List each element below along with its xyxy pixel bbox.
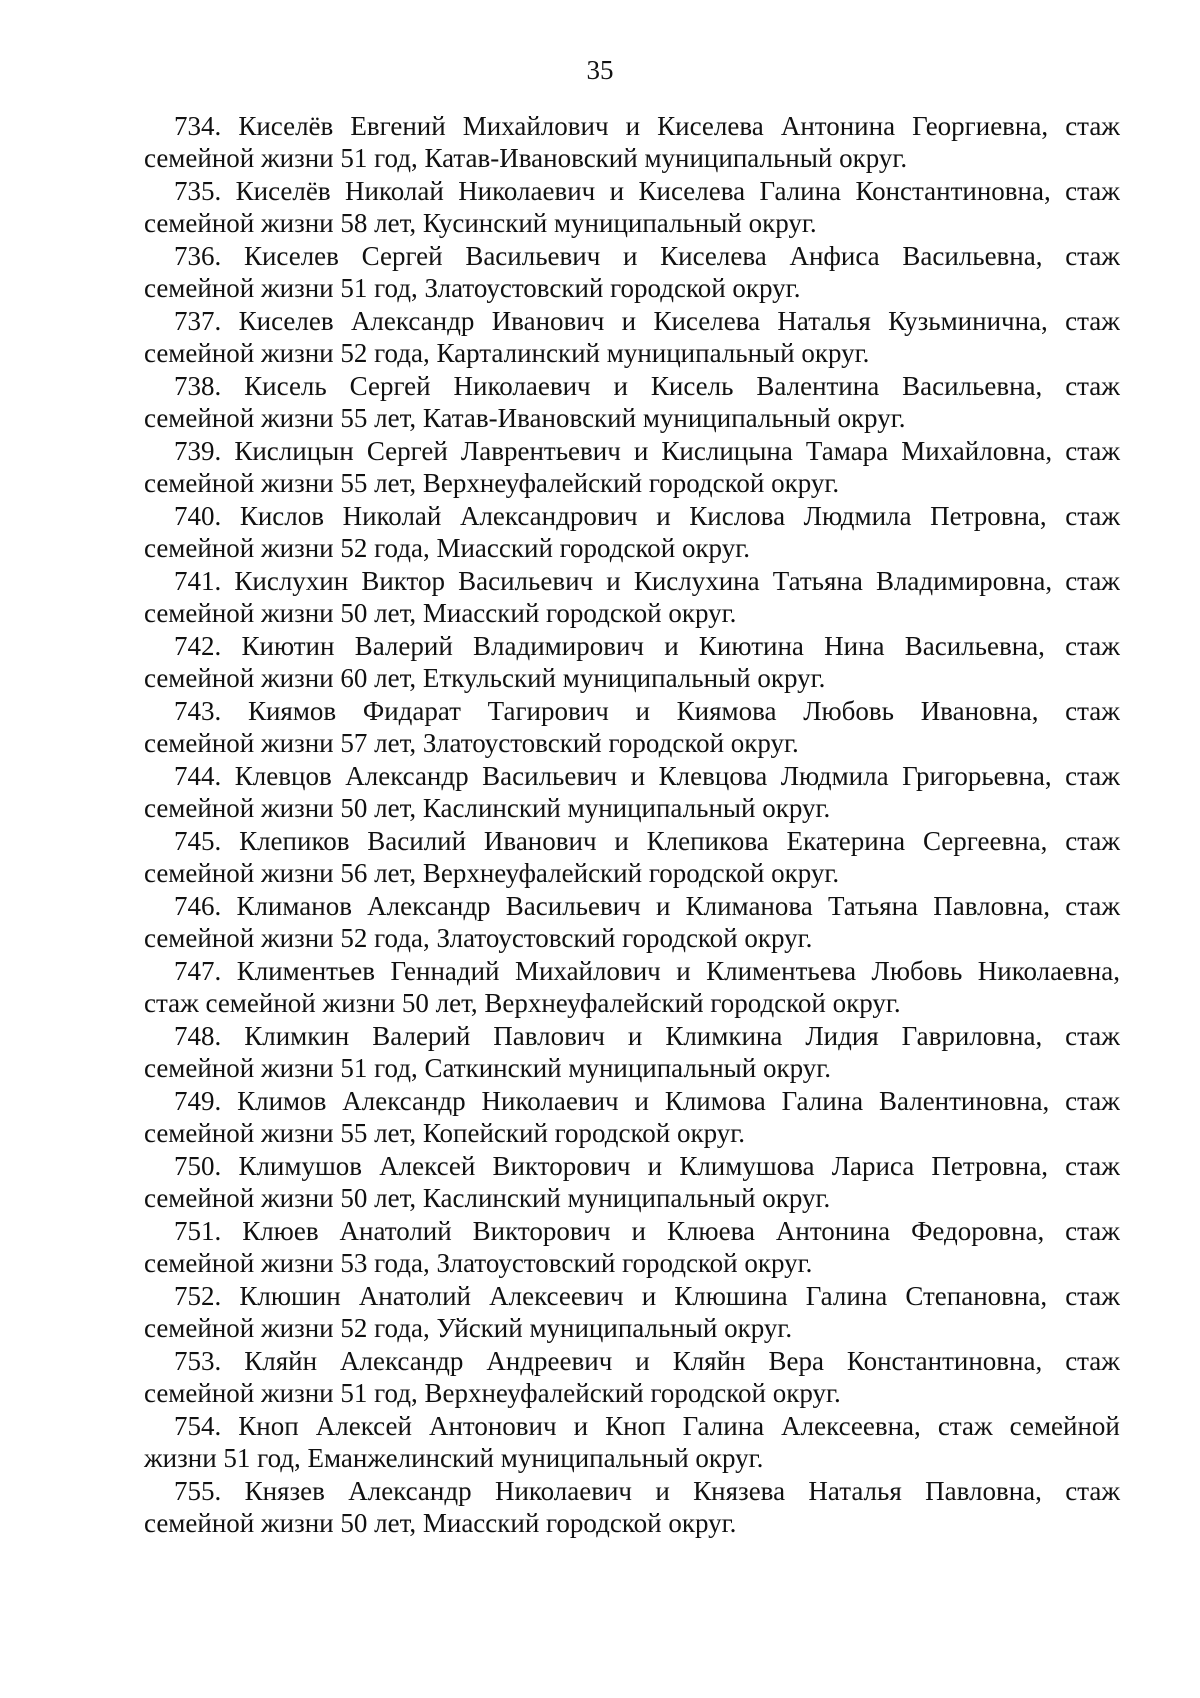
entry-line-2: семейной жизни 52 года, Миасский городской округ. (144, 533, 750, 563)
list-item (144, 825, 1120, 890)
list-item (144, 240, 1120, 305)
entry-line-2: семейной жизни 51 год, Златоустовский городской округ. (144, 273, 801, 303)
list-item (144, 955, 1120, 1020)
page-number: 35 (586, 55, 614, 85)
entry-line-1: 737. Киселев Александр Иванович и Киселева Наталья Кузьминична, стаж (174, 306, 1120, 336)
entry-line-1: 736. Киселев Сергей Васильевич и Киселева Анфиса Васильевна, стаж (174, 241, 1120, 271)
list-item (144, 435, 1120, 500)
list-item (144, 760, 1120, 825)
entry-line-1: 750. Климушов Алексей Викторович и Климушова Лариса Петровна, стаж (174, 1151, 1120, 1181)
entry-line-2: семейной жизни 53 года, Златоустовский городской округ. (144, 1248, 813, 1278)
entry-line-1: 751. Клюев Анатолий Викторович и Клюева Антонина Федоровна, стаж (174, 1216, 1120, 1246)
entry-line-1: 738. Кисель Сергей Николаевич и Кисель Валентина Васильевна, стаж (174, 371, 1120, 401)
entry-line-1: 749. Климов Александр Николаевич и Климова Галина Валентиновна, стаж (174, 1086, 1120, 1116)
list-item (144, 1020, 1120, 1085)
entry-line-1: 748. Климкин Валерий Павлович и Климкина Лидия Гавриловна, стаж (174, 1021, 1120, 1051)
list-item (144, 1150, 1120, 1215)
list-item (144, 500, 1120, 565)
list-item (144, 1085, 1120, 1150)
entry-line-1: 735. Киселёв Николай Николаевич и Киселева Галина Константиновна, стаж (174, 176, 1120, 206)
list-item (144, 1475, 1120, 1540)
entry-line-1: 740. Кислов Николай Александрович и Кислова Людмила Петровна, стаж (174, 501, 1120, 531)
entry-line-2: семейной жизни 60 лет, Еткульский муниципальный округ. (144, 663, 826, 693)
list-item (144, 110, 1120, 175)
entry-line-2: семейной жизни 51 год, Саткинский муниципальный округ. (144, 1053, 832, 1083)
entry-line-1: 752. Клюшин Анатолий Алексеевич и Клюшина Галина Степановна, стаж (174, 1281, 1120, 1311)
entry-line-1: 744. Клевцов Александр Васильевич и Клевцова Людмила Григорьевна, стаж (174, 761, 1120, 791)
entry-line-1: 741. Кислухин Виктор Васильевич и Кислухина Татьяна Владимировна, стаж (174, 566, 1120, 596)
list-item (144, 1280, 1120, 1345)
entry-line-2: семейной жизни 55 лет, Катав-Ивановский муниципальный округ. (144, 403, 906, 433)
list-item (144, 370, 1120, 435)
entry-line-2: семейной жизни 55 лет, Копейский городской округ. (144, 1118, 745, 1148)
entry-line-2: семейной жизни 50 лет, Каслинский муниципальный округ. (144, 1183, 831, 1213)
entry-line-1: 734. Киселёв Евгений Михайлович и Киселева Антонина Георгиевна, стаж (174, 111, 1120, 141)
entry-line-2: семейной жизни 52 года, Златоустовский городской округ. (144, 923, 813, 953)
entry-line-2: семейной жизни 50 лет, Миасский городской округ. (144, 1508, 737, 1538)
entry-line-2: семейной жизни 51 год, Катав-Ивановский муниципальный округ. (144, 143, 908, 173)
entry-line-2: стаж семейной жизни 50 лет, Верхнеуфалейский городской округ. (144, 988, 901, 1018)
list-item (144, 305, 1120, 370)
entry-line-1: 746. Климанов Александр Васильевич и Климанова Татьяна Павловна, стаж (174, 891, 1120, 921)
entry-line-2: семейной жизни 55 лет, Верхнеуфалейский городской округ. (144, 468, 840, 498)
entry-line-2: семейной жизни 50 лет, Каслинский муниципальный округ. (144, 793, 831, 823)
list-item (144, 175, 1120, 240)
entry-line-1: 747. Климентьев Геннадий Михайлович и Климентьева Любовь Николаевна, (174, 956, 1120, 986)
entry-line-1: 739. Кислицын Сергей Лаврентьевич и Кислицына Тамара Михайловна, стаж (174, 436, 1120, 466)
entry-line-2: семейной жизни 52 года, Карталинский муниципальный округ. (144, 338, 870, 368)
entry-line-2: жизни 51 год, Еманжелинский муниципальный округ. (144, 1443, 764, 1473)
entry-list (144, 110, 1120, 1540)
entry-line-1: 754. Кноп Алексей Антонович и Кноп Галина Алексеевна, стаж семейной (174, 1411, 1120, 1441)
entry-line-1: 753. Кляйн Александр Андреевич и Кляйн Вера Константиновна, стаж (174, 1346, 1120, 1376)
list-item (144, 1410, 1120, 1475)
entry-line-1: 745. Клепиков Василий Иванович и Клепикова Екатерина Сергеевна, стаж (174, 826, 1120, 856)
entry-line-2: семейной жизни 57 лет, Златоустовский городской округ. (144, 728, 799, 758)
entry-line-2: семейной жизни 51 год, Верхнеуфалейский городской округ. (144, 1378, 841, 1408)
entry-line-1: 742. Киютин Валерий Владимирович и Киютина Нина Васильевна, стаж (174, 631, 1120, 661)
list-item (144, 630, 1120, 695)
list-item (144, 890, 1120, 955)
entry-line-2: семейной жизни 50 лет, Миасский городской округ. (144, 598, 737, 628)
list-item (144, 1345, 1120, 1410)
entry-line-2: семейной жизни 58 лет, Кусинский муниципальный округ. (144, 208, 817, 238)
list-item (144, 1215, 1120, 1280)
list-item (144, 695, 1120, 760)
entry-line-2: семейной жизни 56 лет, Верхнеуфалейский городской округ. (144, 858, 840, 888)
entry-line-2: семейной жизни 52 года, Уйский муниципальный округ. (144, 1313, 793, 1343)
entry-line-1: 743. Киямов Фидарат Тагирович и Киямова Любовь Ивановна, стаж (174, 696, 1120, 726)
list-item (144, 565, 1120, 630)
entry-line-1: 755. Князев Александр Николаевич и Князева Наталья Павловна, стаж (174, 1476, 1120, 1506)
